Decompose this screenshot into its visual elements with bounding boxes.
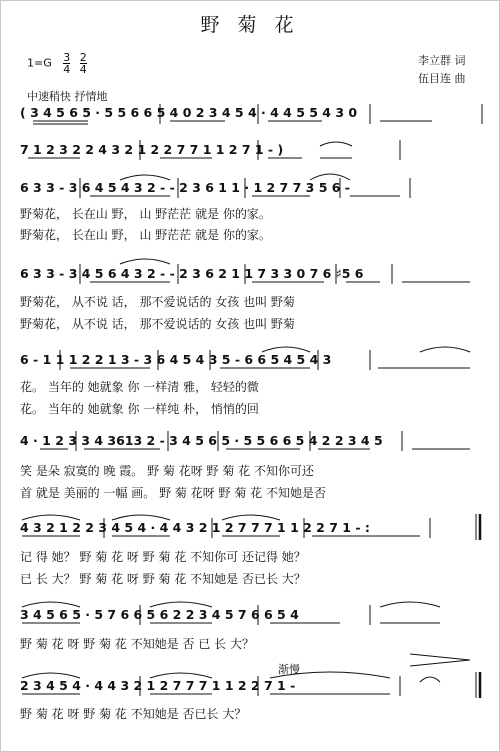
slur: [380, 602, 440, 607]
slur: [320, 142, 352, 146]
system-4-lyric-2: 花。 当年的 她就象 你 一样纯 朴， 悄悄的回: [20, 402, 259, 416]
system-5-notes: 4 · 1 2 3 3 4 3613 2 - 3 4 5 6 5 · 5 5 6 6 5 4 2 2 3 4 5: [20, 433, 383, 448]
system-6-lyric-2: 已 长 大？ 野 菊 花 呀 野 菊 花 不知她是 否已长 大？: [20, 572, 306, 586]
time-sig-1-den: 4: [63, 63, 71, 76]
song-title: 野 菊 花: [200, 14, 300, 36]
system-2-lyric-2: 野菊花， 长在山 野， 山 野茫茫 就是 你的家。: [20, 228, 271, 242]
system-6-lyric-1: 记 得 她？ 野 菊 花 呀 野 菊 花 不知你可 还记得 她？: [20, 550, 306, 564]
slur: [120, 175, 170, 180]
slur: [22, 673, 80, 678]
slur: [150, 673, 212, 678]
system-1-notes: 7 1 2 3 2 2 4 3 2 1 2 2 7 7 1 1 2 7 1 - ): [20, 142, 284, 157]
system-5-lyric-2: 首 就是 美丽的 一幅 画。 野 菊 花呀 野 菊 花 不知她是否: [20, 486, 326, 500]
system-6-notes: 4 3 2 1 2 2 3 4 5 4 · 4 4 3 2 1 2 7 7 7 1 1 2 2 7 1 - :: [20, 520, 370, 535]
slur: [222, 515, 280, 520]
slur: [262, 347, 310, 352]
time-sig-2-den: 4: [79, 63, 87, 76]
time-sig-2-num: 2: [79, 51, 87, 64]
system-8-lyric-1: 野 菊 花 呀 野 菊 花 不知她是 否已长 大？: [20, 707, 247, 721]
decrescendo-hairpin: [410, 654, 470, 666]
composer-credit: 伍目连 曲: [418, 72, 466, 85]
system-8-notes: 2 3 4 5 4 · 4 4 3 2 1 2 7 7 7 1 1 2 2 7 1 -: [20, 678, 296, 693]
slur: [22, 515, 80, 520]
time-sig-1-num: 3: [63, 51, 71, 64]
system-7-lyric-1: 野 菊 花 呀 野 菊 花 不知她是 否 已 长 大？: [20, 637, 254, 651]
system-2-lyric-1: 野菊花， 长在山 野， 山 野茫茫 就是 你的家。: [20, 207, 271, 221]
system-3-lyric-2: 野菊花， 从不说 话， 那不爱说话的 女孩 也叫 野菊: [20, 317, 295, 331]
system-7-notes: 3 4 5 6 5 · 5 7 6 6 5 6 2 2 3 4 5 7 6 6 5 4: [20, 607, 299, 622]
slur: [150, 602, 212, 607]
slur: [310, 174, 350, 180]
system-3-lyric-1: 野菊花， 从不说 话， 那不爱说话的 女孩 也叫 野菊: [20, 295, 295, 309]
slur: [120, 259, 170, 264]
system-3-notes: 6 3 3 - 3 4 5 6 4 3 2 - - 2 3 6 2 1 1 7 3 3 0 7 6 ♯5 6: [20, 266, 364, 281]
slur: [22, 602, 80, 607]
lyricist-credit: 李立群 词: [418, 54, 466, 67]
system-5-lyric-1: 笑 是朵 寂寞的 晚 霞。 野 菊 花呀 野 菊 花 不知你可还: [20, 464, 314, 478]
slur: [270, 672, 390, 678]
tempo-marking: 中速稍快 抒情地: [27, 90, 108, 103]
fermata: [420, 677, 440, 682]
key-label: 1=G: [27, 56, 52, 70]
slow-down-marking: 渐慢: [278, 663, 300, 676]
intro-notes: ( 3 4 5 6 5 · 5 5 6 6 5 4 0 2 3 4 5 4 · 4 4 5 5 4 3 0: [20, 105, 358, 120]
slur: [112, 515, 170, 520]
system-4-notes: 6 - 1 1 1 2 2 1 3 - 3 6 4 5 4 3 5 - 6 6 5 4 5 4 3: [20, 352, 332, 367]
system-2-notes: 6 3 3 - 3 6 4 5 4 3 2 - - 2 3 6 1 1 · 1 2 7 7 3 5 6 -: [20, 180, 350, 195]
system-4-lyric-1: 花。 当年的 她就象 你 一样清 雅， 轻轻的微: [20, 380, 259, 394]
slur: [420, 347, 470, 352]
